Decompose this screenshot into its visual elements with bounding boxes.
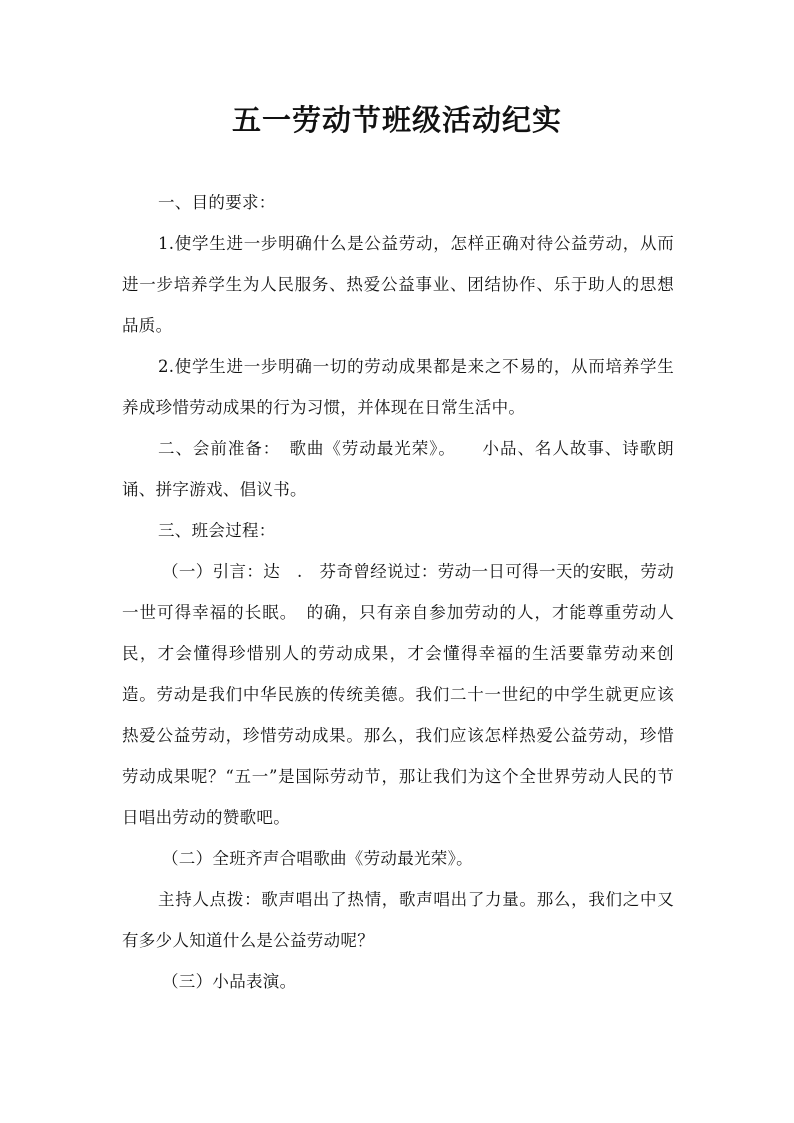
host-comment: 主持人点拨：歌声唱出了热情，歌声唱出了力量。那么，我们之中又有多少人知道什么是公益劳动呢？ bbox=[122, 890, 674, 950]
section-heading-process: 三、班会过程： bbox=[158, 521, 276, 540]
section-heading-objectives: 一、目的要求： bbox=[158, 193, 276, 212]
section-heading-preparation: 二、会前准备： 歌曲《劳动最光荣》。 小品、名人故事、诗歌朗诵、拼字游戏、倡议书。 bbox=[122, 439, 674, 499]
process-step-chorus: （二）全班齐声合唱歌曲《劳动最光荣》。 bbox=[162, 849, 473, 868]
process-step-skit: （三）小品表演。 bbox=[162, 972, 297, 991]
document-body bbox=[122, 182, 674, 1002]
objective-item-1: 1.使学生进一步明确什么是公益劳动，怎样正确对待公益劳动，从而进一步培养学生为人民服务、热爱公益事业、团结协作、乐于助人的思想品质。 bbox=[122, 234, 674, 335]
objective-item-2: 2.使学生进一步明确一切的劳动成果都是来之不易的，从而培养学生养成珍惜劳动成果的行为习惯，并体现在日常生活中。 bbox=[122, 357, 674, 417]
process-step-introduction: （一）引言：达 . 芬奇曾经说过：劳动一日可得一天的安眠，劳动一世可得幸福的长眠。 的确，只有亲自参加劳动的人，才能尊重劳动人民，才会懂得珍惜别人的劳动成果，才会懂得幸福的生活要靠劳动来创造。劳动是我们中华民族的传统美德。我们二十一世纪的中学生就更应该热爱公益劳动，珍惜劳动成果。那么，我们应该怎样热爱公益劳动，珍惜劳动成果呢？“五一”是国际劳动节，那让我们为这个全世界劳动人民的节日唱出劳动的赞歌吧。 bbox=[122, 562, 674, 827]
document-title: 五一劳动节班级活动纪实 bbox=[231, 103, 562, 137]
